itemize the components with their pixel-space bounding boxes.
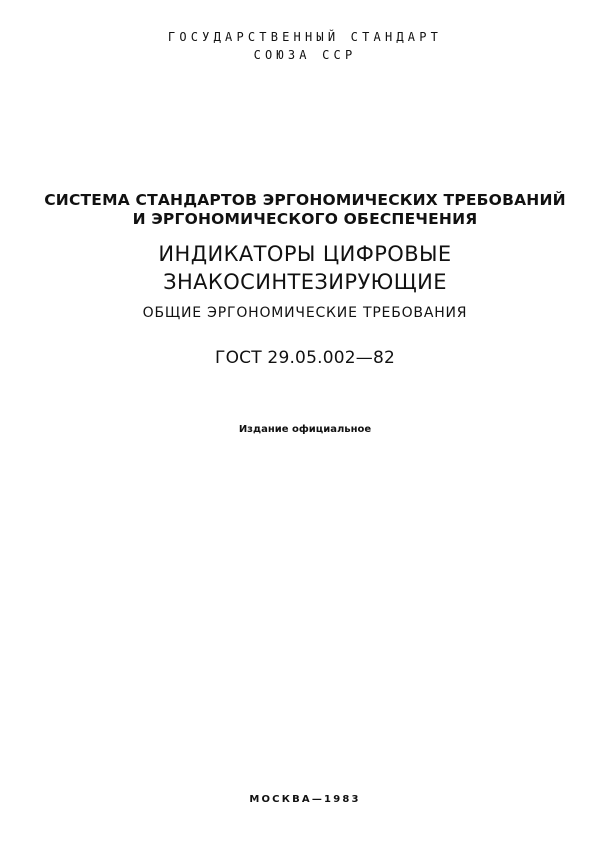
series-title-line-1: СИСТЕМА СТАНДАРТОВ ЭРГОНОМИЧЕСКИХ ТРЕБОВАНИЙ xyxy=(44,191,566,209)
edition-note: Издание официальное xyxy=(238,424,372,435)
series-title-line-2: И ЭРГОНОМИЧЕСКОГО ОБЕСПЕЧЕНИЯ xyxy=(132,210,478,228)
document-title-line-1: ИНДИКАТОРЫ ЦИФРОВЫЕ xyxy=(158,242,452,266)
publication-place-year: МОСКВА—1983 xyxy=(249,794,361,805)
header-standard-line: ГОСУДАРСТВЕННЫЙ СТАНДАРТ xyxy=(167,30,443,44)
standard-number: ГОСТ 29.05.002—82 xyxy=(215,348,395,368)
header-union-line: СОЮЗА ССР xyxy=(253,48,357,62)
document-title-line-2: ЗНАКОСИНТЕЗИРУЮЩИЕ xyxy=(163,270,447,294)
document-subtitle: ОБЩИЕ ЭРГОНОМИЧЕСКИЕ ТРЕБОВАНИЯ xyxy=(142,305,468,321)
